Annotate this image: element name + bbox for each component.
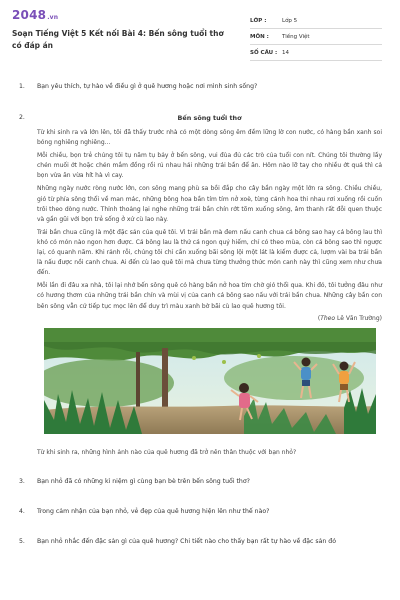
meta-label: MÔN : xyxy=(250,33,269,40)
question-4 xyxy=(19,507,382,517)
question-number: 5. xyxy=(19,537,25,545)
document-title: Soạn Tiếng Việt 5 Kết nối Bài 4: Bến sông tuổi thơ có đáp án xyxy=(12,29,224,50)
meta-value: Tiếng Việt xyxy=(282,33,310,40)
question-2 xyxy=(19,113,382,123)
reading-body xyxy=(37,128,382,322)
fruit xyxy=(257,354,261,358)
question-text: Bạn nhỏ nhắc đến đặc sản gì của quê hương? Chi tiết nào cho thấy bạn rất tự hào về đặc sản đó xyxy=(37,537,337,545)
question-number: 1. xyxy=(19,83,25,90)
author-name: Lê Văn Trường xyxy=(336,314,380,322)
author-prefix: Theo xyxy=(320,314,336,322)
tree-trunk xyxy=(162,348,168,410)
question-number: 2. xyxy=(19,114,25,121)
meta-value: 14 xyxy=(282,49,289,56)
question-text: Trong cảm nhận của bạn nhỏ, vẻ đẹp của quê hương hiện lên như thế nào? xyxy=(37,507,270,515)
reading-paragraph: Những ngày nước ròng nước lớn, con sông mang phù sa bồi đắp cho cây bần ngày một lớn ra sông. Chiều chiều, gió từ phía sông thổi về man mác, những bông hoa bần tím tím nở xoè, từng cánh hoa thi nhau rơi xuống rồi cuốn trôi theo dòng nước. Thỉnh thoảng lại nghe những trái bần chín rớt tõm xuống sông, âm thanh rất đỗi quen thuộc và gần gũi với bọn trẻ sống ở xứ cù lao này. xyxy=(37,185,382,223)
question-text: Bạn yêu thích, tự hào về điều gì ở quê hương hoặc nơi mình sinh sống? xyxy=(37,83,258,90)
logo-suffix: .vn xyxy=(47,14,59,21)
meta-label: SỐ CÂU : xyxy=(250,49,278,56)
meta-row-count xyxy=(250,45,382,61)
fruit xyxy=(222,360,226,364)
reading-title: Bến sông tuổi thơ xyxy=(177,114,242,122)
tree-trunk xyxy=(136,352,140,408)
reading-paragraph: Mỗi chiều, bọn trẻ chúng tôi tụ năm tụ bảy ở bến sông, vui đùa đủ các trò của tuổi con nít. Chúng tôi thường lấy chén muối ớt hoặc chén mắm đồng rồi rủ nhau hái những trái bần để ăn. Hôm nào lỡ tay cho nhiều ớt quá thì cả bọn vừa ăn vừa hít hà vì cay. xyxy=(37,152,382,180)
illustration-question: Từ khi sinh ra, những hình ảnh nào của quê hương đã trở nên thân thuộc với bạn nhỏ? xyxy=(37,448,297,456)
meta-row-class xyxy=(250,13,382,29)
header xyxy=(0,0,400,62)
reading-paragraph: Trái bần chua cũng là một đặc sản của quê tôi. Vì trái bần mà đem nấu canh chua cá bông sao hay cá bông lau thì khó có món nào ngon hơn được. Cá bông lau là thứ cá ngon quý hiếm, chỉ có theo mùa, còn cá bông sao thì ngược lại, có quanh năm. Khi rảnh rỗi, chúng tôi chỉ cần xuống bãi sông lội một lát là kiếm được cả, lượm vài ba trái bần là nấu được nồi canh chua. Ai đến cù lao quê tôi mà chưa từng thưởng thức món canh này thì cũng xem như chưa đến. xyxy=(37,228,382,277)
question-1 xyxy=(19,82,382,92)
logo-text: 2048 xyxy=(12,8,47,22)
question-5 xyxy=(19,537,382,547)
meta-label: LỚP : xyxy=(250,17,267,24)
question-text: Bạn nhỏ đã có những kỉ niệm gì cùng bạn bè trên bến sông tuổi thơ? xyxy=(37,477,250,485)
reading-author: (Theo Lê Văn Trường) xyxy=(317,314,382,322)
content xyxy=(0,62,400,600)
document-meta xyxy=(250,13,382,61)
question-3 xyxy=(19,477,382,487)
illustration-svg xyxy=(44,328,376,434)
question-number: 3. xyxy=(19,477,25,485)
meta-row-subject xyxy=(250,29,382,45)
reading-paragraph: Mỗi lần đi đâu xa nhà, tôi lại nhớ bến sông quê có hàng bần nở hoa tím chờ gió thổi qua. Khi đó, tôi tưởng đâu như có hương thơm của những trái bần chín và mùi vị của canh cá bông sao nấu với trái bần chua. Những cây bần con bên sông vẫn cứ tiếp tục mọc lên để duy trì màu xanh bờ bãi cù lao quê hương tôi. xyxy=(37,282,382,310)
question-number: 4. xyxy=(19,507,25,515)
riverside-illustration xyxy=(44,328,376,434)
fruit xyxy=(192,356,196,360)
reading-paragraph: Từ khi sinh ra và lớn lên, tôi đã thấy trước nhà có một dòng sông êm đềm lững lờ con nước, có hàng bần xanh soi bóng nghiêng nghiêng... xyxy=(37,129,382,147)
meta-value: Lớp 5 xyxy=(282,17,298,24)
